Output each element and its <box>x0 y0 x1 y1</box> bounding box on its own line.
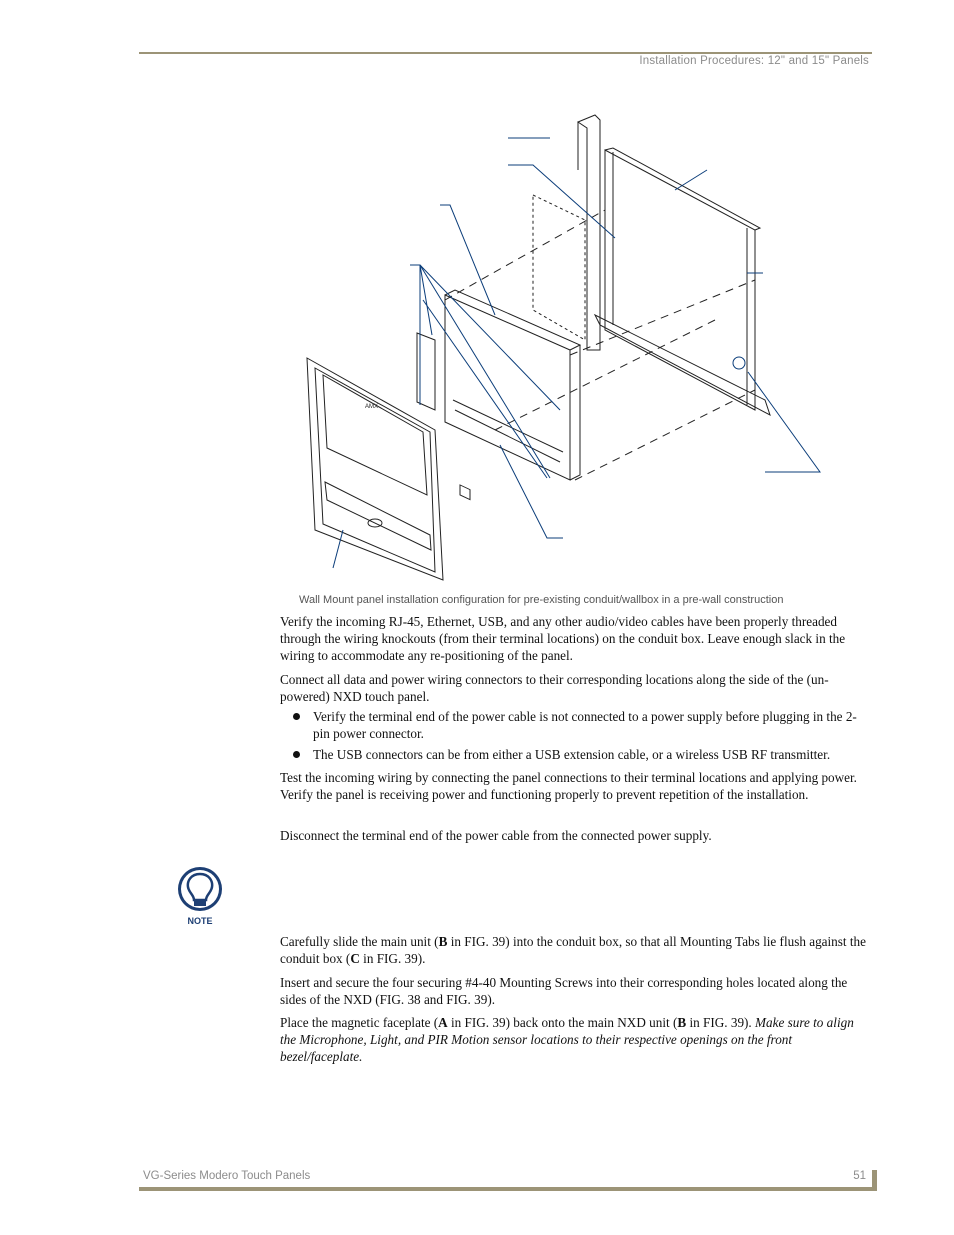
note-label: NOTE <box>187 916 213 926</box>
bullet-icon <box>293 713 300 720</box>
paragraph-connect-wiring: Connect all data and power wiring connectors to their corresponding locations along the side of the (un-powered) NXD touch panel. <box>280 672 829 704</box>
paragraph-place-faceplate: Place the magnetic faceplate (A in FIG. 39) back onto the main NXD unit (B in FIG. 39). Make sure to align the Microphone, Light, and PIR Motion sensor locations to their respective openings on the front bezel/faceplate. <box>280 1015 854 1064</box>
page-number: 51 <box>853 1170 866 1182</box>
svg-text:AMX: AMX <box>365 404 379 410</box>
main-unit <box>445 295 570 480</box>
wall-stud <box>578 115 600 350</box>
running-header: Installation Procedures: 12" and 15" Panels <box>639 55 869 67</box>
paragraph-slide-main-unit: Carefully slide the main unit (B in FIG. 39) into the conduit box, so that all Mounting Tabs lie flush against the conduit box (C in FIG. 39). <box>280 934 866 966</box>
bullet-icon <box>293 751 300 758</box>
footer-title: VG-Series Modero Touch Panels <box>143 1170 311 1182</box>
figure-caption: Wall Mount panel installation configuration for pre-existing conduit/wallbox in a pre-wall construction <box>299 594 784 606</box>
note-lightbulb-icon <box>174 865 226 927</box>
paragraph-test-wiring: Test the incoming wiring by connecting the panel connections to their terminal locations and applying power. Verify the panel is receiving power and functioning properly to prevent repetition of the installation. <box>280 770 857 802</box>
header-rule <box>139 52 872 54</box>
wall-mount-installation-figure <box>295 110 835 590</box>
list-item: Verify the terminal end of the power cable is not connected to a power supply before plugging in the 2-pin power connector. <box>280 708 872 742</box>
paragraph-verify-cables: Verify the incoming RJ-45, Ethernet, USB, and any other audio/video cables have been properly threaded through the wiring knockouts (from their terminal locations) on the conduit box. Leave enough slack in the wiring to accommodate any re-positioning of the panel. <box>280 614 846 663</box>
list-item: The USB connectors can be from either a USB extension cable, or a wireless USB RF transmitter. <box>280 746 872 763</box>
bottom-rail <box>595 315 770 415</box>
paragraph-insert-screws: Insert and secure the four securing #4-40 Mounting Screws into their corresponding holes located along the sides of the NXD (FIG. 38 and FIG. 39). <box>280 975 848 1007</box>
footer-rule <box>139 1187 877 1191</box>
conduit-box-back <box>605 150 755 410</box>
paragraph-disconnect: Disconnect the terminal end of the power cable from the connected power supply. <box>280 828 712 843</box>
bullet-list <box>280 708 872 767</box>
